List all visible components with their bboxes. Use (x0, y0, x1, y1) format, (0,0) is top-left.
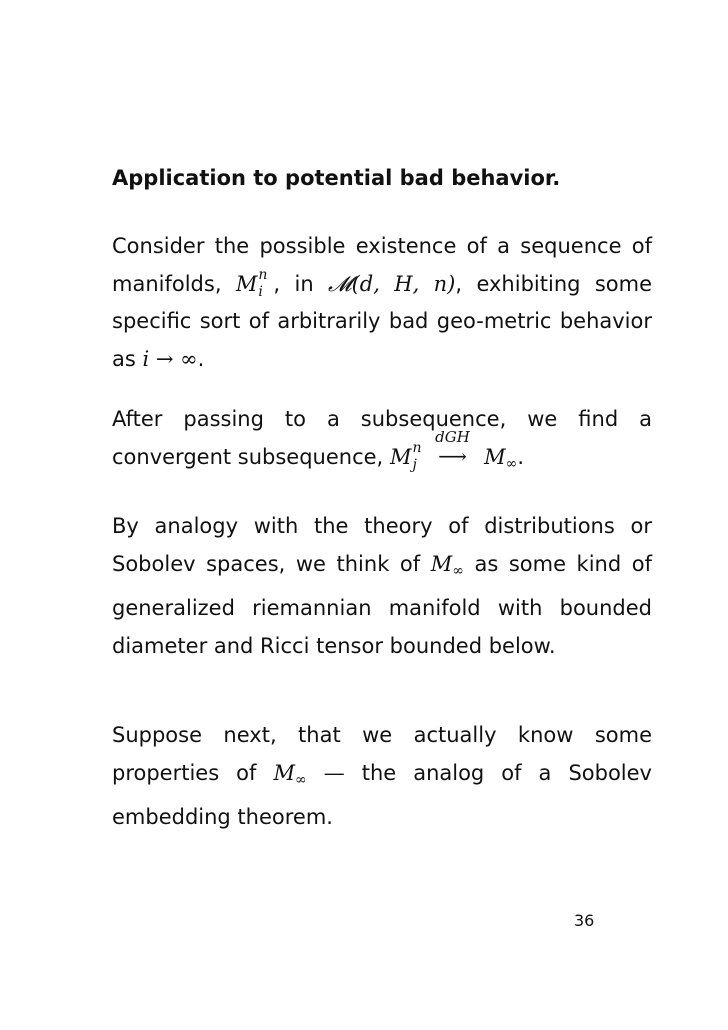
p1-text-2: , in (273, 271, 314, 296)
p4-text-2: the analog of a Sobolev embedding theorem. (112, 760, 652, 829)
paragraph-sequence-existence (112, 228, 652, 378)
em-dash: — (323, 760, 345, 785)
p1-text-4: . (197, 346, 205, 371)
p3-text-1: By analogy with the theory of distributions or Sobolev spaces, we think of (112, 514, 652, 576)
math-sup-n: n (258, 266, 268, 283)
math-M-infinity: M (430, 551, 453, 576)
math-sup-sub (412, 439, 425, 473)
p1-text-1: Consider the possible existence of a sequence of manifolds, (112, 234, 652, 296)
math-M-infinity: M (484, 444, 506, 469)
p3-text-2: as some kind of generalized riemannian manifold with bounded diameter and Ricci tensor bounded below. (112, 551, 652, 658)
paragraph-sobolev-embedding (112, 717, 652, 837)
math-sub-infinity: ∞ (505, 455, 518, 472)
p1-text-3: , exhibiting some specific sort of arbitrarily bad geo-metric behavior as (112, 271, 653, 371)
arrow-icon: ⟶ (438, 443, 467, 468)
p2-text-2: . (517, 444, 525, 469)
math-sub-i: i (258, 283, 263, 300)
paragraph-convergent-subsequence (112, 401, 652, 483)
math-M-infinity: M (273, 760, 295, 785)
arrow-label-dgh: dGH (435, 427, 470, 446)
math-M: M (235, 271, 258, 296)
gh-convergence-arrow (429, 427, 475, 468)
slide-title: Application to potential bad behavior. (112, 166, 561, 190)
math-sup-n: n (412, 439, 422, 456)
math-sub-j: j (412, 456, 417, 473)
p4-text-1: Suppose next, that we actually know some properties of (112, 723, 652, 785)
math-sup-sub (258, 266, 271, 300)
paragraph-analogy (112, 508, 652, 665)
page-number: 36 (574, 911, 595, 930)
math-args: (d, H, n) (351, 271, 456, 296)
math-M: M (389, 444, 412, 469)
p2-text-1: After passing to a subsequence, we find a convergent subsequence, (112, 407, 652, 469)
math-limit: i → ∞ (142, 346, 198, 371)
math-calM: 𝓜 (328, 271, 352, 296)
math-sub-infinity: ∞ (294, 771, 307, 788)
math-sub-infinity: ∞ (452, 562, 464, 579)
